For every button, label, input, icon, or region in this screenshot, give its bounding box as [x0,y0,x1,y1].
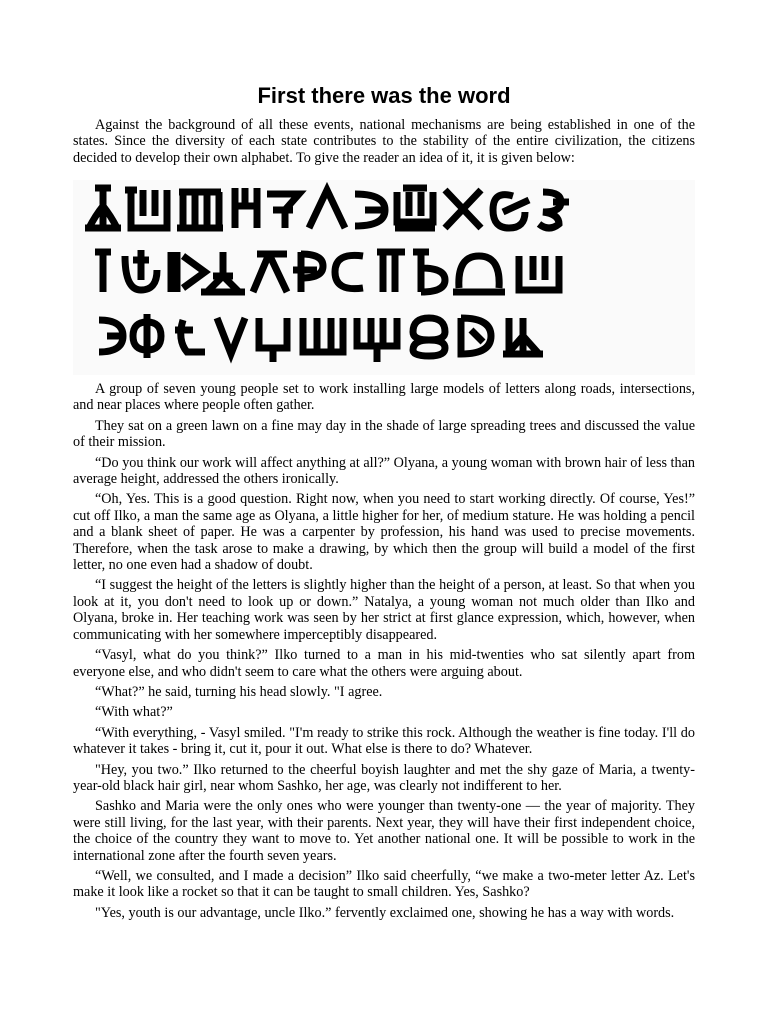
paragraph: “With everything, - Vasyl smiled. "I'm ready to strike this rock. Although the weather is fine today. I'll do whatever it takes - bring it, cut it, pour it out. What else is there to do? Whatever. [73,724,695,758]
paragraph: “Well, we consulted, and I made a decision” Ilko said cheerfully, “we make a two-meter letter Az. Let's make it look like a rocket so that it can be taught to small children. Yes, Sashko? [73,867,695,901]
paragraph: “With what?” [95,704,173,721]
glyph-27 [259,318,287,362]
glyph-16 [253,254,287,292]
glyph-21 [453,256,505,292]
glyph-17 [293,252,323,292]
intro-paragraph: Against the background of all these events, national mechanisms are being established in one of the states. Since the diversity of each state contributes to the stability of the entire civilization, the citizens decided to develop their own alphabet. To give the reader an idea of it, it is given below: [73,117,695,166]
glyph-4 [235,188,257,228]
paragraph: “Vasyl, what do you think?” Ilko turned to a man in his mid-twenties who sat silently apart from everyone else, and who didn't seem to care what the others were arguing about. [73,647,695,680]
glyph-23 [99,320,123,352]
page-title: First there was the word [257,83,511,108]
glyph-32 [503,318,543,354]
glyph-1 [85,188,121,228]
glyph-12 [95,252,111,292]
paragraph: "Yes, youth is our advantage, uncle Ilko.” fervently exclaimed one, showing he has a way with words. [95,904,675,921]
glyph-5 [267,194,299,228]
glyph-29 [357,318,397,362]
glyph-13 [125,250,157,290]
glyph-24 [133,314,161,358]
paragraph: They sat on a green lawn on a fine may day in the shade of large spreading trees and discussed the value of their mission. [73,417,695,451]
glyph-18 [335,255,363,288]
glyph-22 [519,256,559,290]
glyph-3 [177,192,223,228]
alphabet-glyphs [73,180,695,375]
glyph-20 [413,252,445,292]
paragraph: “Oh, Yes. This is a good question. Right now, when you need to start working directly. Of course, Yes!” cut off Ilko, a man the same age as Olyana, a little higher for her, of medium stature. He was holding a pencil and a blank sheet of paper. He was a carpenter by profession, his hand was used to precise movements. Therefore, when the task arose to make a drawing, by which then the group will build a model of the first letter, no one even had a shadow of doubt. [73,491,695,574]
intro-block [73,117,695,170]
paragraph: “I suggest the height of the letters is slightly higher than the height of a person, at least. So that when you look at it, you don't need to look up or down.” Natalya, a young woman not much older than Ilko and Olyana, broke in. Her teaching work was seen by her strict at first glance expression, which, however, when communicating with her somewhere imperceptibly disappeared. [73,577,695,643]
glyph-2 [125,190,167,228]
glyph-25 [175,320,205,352]
paragraph: “What?” he said, turning his head slowly. "I agree. [95,683,383,700]
glyph-31 [461,318,491,354]
paragraph: "Hey, you two.” Ilko returned to the cheerful boyish laughter and met the shy gaze of Maria, a twenty-year-old black hair girl, near whom Sashko, her age, was clearly not indifferent to her. [73,761,695,794]
paragraph: “Do you think our work will affect anything at all?” Olyana, a young woman with brown hair of less than average height, addressed the others ironically. [73,454,695,488]
glyph-10 [493,195,529,228]
alphabet-image [73,180,695,375]
glyph-11 [539,192,569,228]
paragraph: Sashko and Maria were the only ones who were younger than twenty-one — the year of majority. They were still living, for the last year, with their parents. Next year, they will have their first independent choice, the choice of the country they want to move to. Yet another national one. It will be possible to work in the international zone after the fourth seven years. [73,798,695,864]
glyph-6 [309,190,345,228]
glyph-28 [303,318,343,352]
glyph-14 [171,252,205,292]
glyph-8 [395,188,435,228]
paragraph: A group of seven young people set to work installing large models of letters along roads, intersections, and near places where people often gather. [73,381,695,414]
story-body [73,381,695,925]
glyph-26 [217,318,245,354]
glyph-7 [355,194,385,226]
glyph-9 [445,190,481,228]
glyph-19 [377,252,405,292]
glyph-30 [413,318,445,356]
